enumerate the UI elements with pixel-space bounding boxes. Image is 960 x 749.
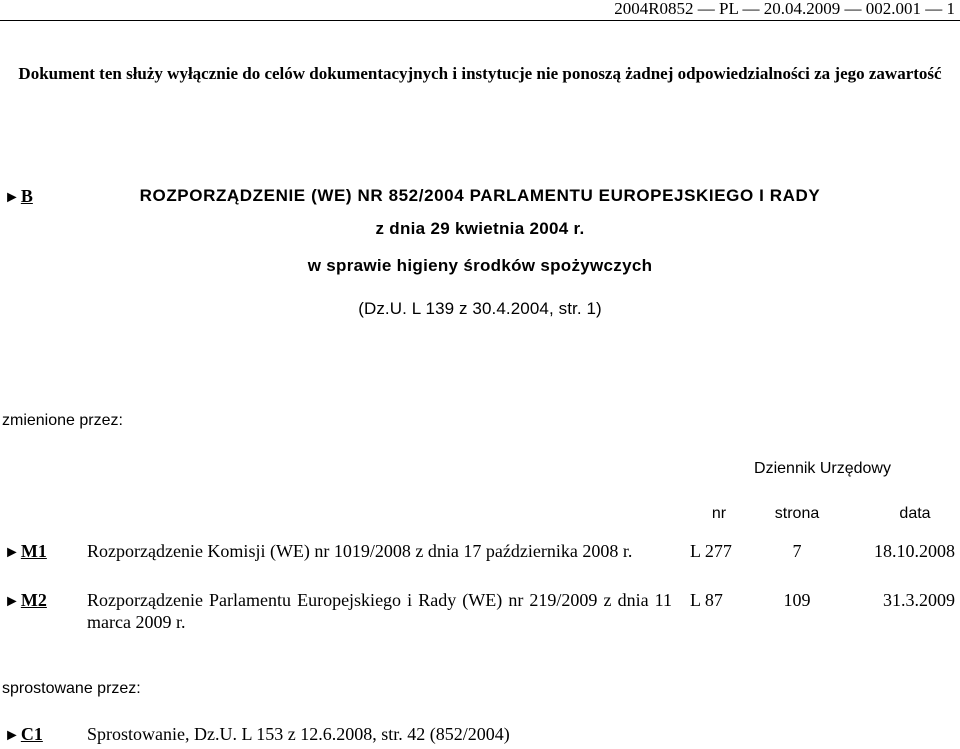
amendment-page: 109 xyxy=(783,590,811,610)
regulation-subject: w sprawie higieny środków spożywczych xyxy=(307,256,653,275)
regulation-journal-reference: (Dz.U. L 139 z 30.4.2004, str. 1) xyxy=(358,299,602,318)
document-reference-header: 2004R0852 — PL — 20.04.2009 — 002.001 — 1 xyxy=(614,0,955,18)
header-divider xyxy=(0,20,960,21)
amendment-page: 7 xyxy=(792,541,802,561)
regulation-date: z dnia 29 kwietnia 2004 r. xyxy=(375,219,585,238)
amendment-journal-number: L 277 xyxy=(690,541,732,561)
amendments-heading: zmienione przez: xyxy=(2,412,123,429)
correction-marker-link-c1[interactable] xyxy=(4,723,43,747)
amendment-date: 18.10.2008 xyxy=(874,541,955,561)
regulation-title: ROZPORZĄDZENIE (WE) NR 852/2004 PARLAMENTU EUROPEJSKIEGO I RADY xyxy=(139,186,821,205)
amendment-description: Rozporządzenie Komisji (WE) nr 1019/2008 z dnia 17 października 2008 r. xyxy=(87,541,633,561)
corrections-heading: sprostowane przez: xyxy=(2,680,141,697)
amendment-date: 31.3.2009 xyxy=(883,590,955,610)
column-header-date: data xyxy=(899,505,931,522)
right-triangle-icon: ► xyxy=(4,727,20,744)
amendment-marker-code: M1 xyxy=(20,541,47,561)
column-header-page: strona xyxy=(774,505,820,522)
amendment-journal-number: L 87 xyxy=(690,590,723,610)
official-journal-heading: Dziennik Urzędowy xyxy=(754,460,891,477)
correction-description: Sprostowanie, Dz.U. L 153 z 12.6.2008, str. 42 (852/2004) xyxy=(87,724,510,744)
amendment-marker-code: M2 xyxy=(20,590,47,610)
disclaimer-notice: Dokument ten służy wyłącznie do celów dokumentacyjnych i instytucje nie ponoszą żadnej odpowiedzialności za jego zawartość xyxy=(18,64,942,83)
amendment-marker-link-m2[interactable] xyxy=(4,589,47,613)
amendment-marker-link-m1[interactable] xyxy=(4,540,47,564)
amendment-description: Rozporządzenie Parlamentu Europejskiego i Rady (WE) nr 219/2009 z dnia 11 marca 2009 r. xyxy=(87,590,672,632)
column-header-nr: nr xyxy=(711,505,727,522)
right-triangle-icon: ► xyxy=(4,593,20,610)
right-triangle-icon: ► xyxy=(4,189,20,206)
base-act-marker-code: B xyxy=(20,186,33,206)
right-triangle-icon: ► xyxy=(4,544,20,561)
correction-marker-code: C1 xyxy=(20,724,43,744)
